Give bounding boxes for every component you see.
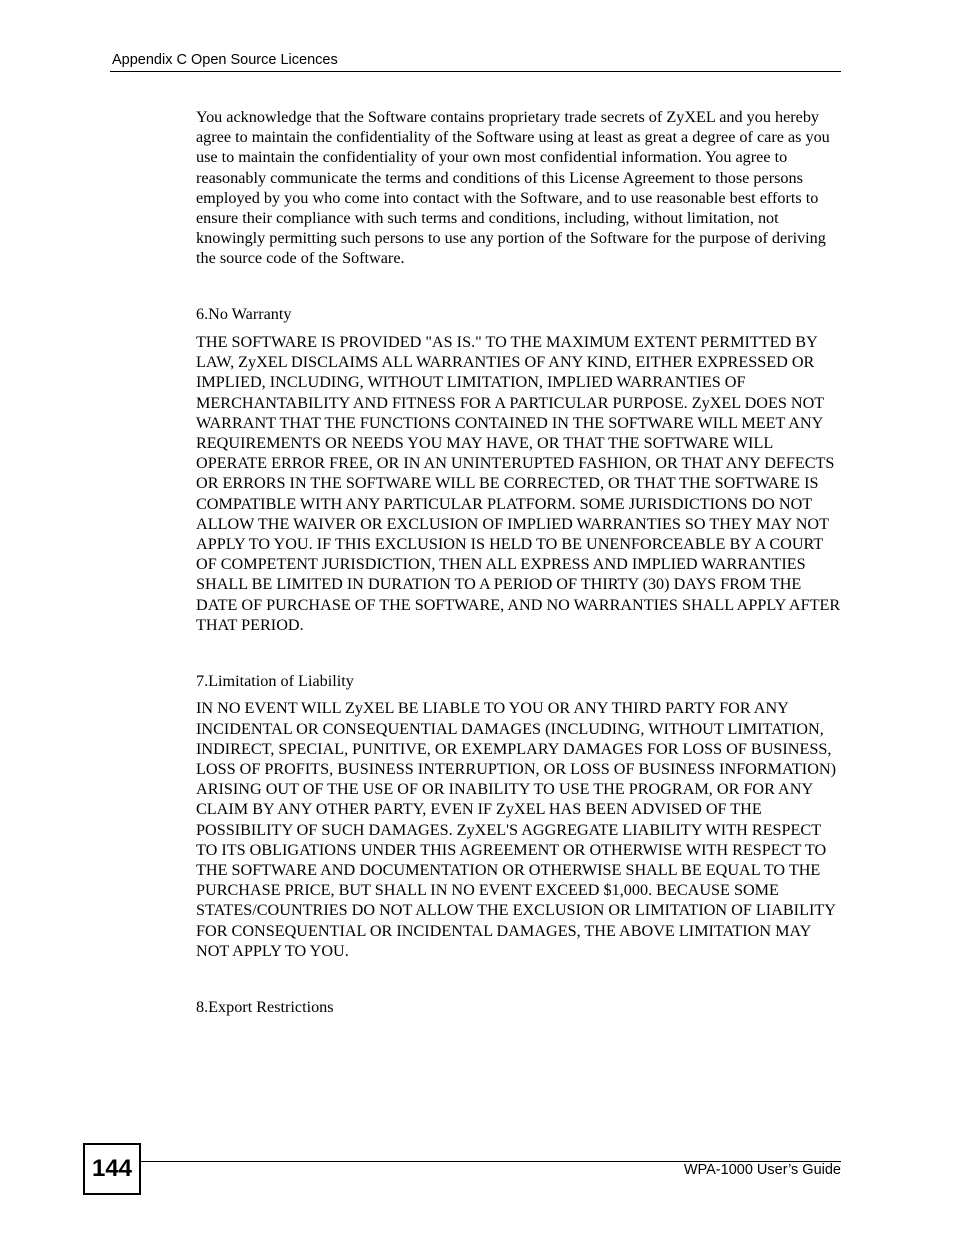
section-title-export-restrictions: 8.Export Restrictions [196,997,334,1016]
header-divider [110,71,841,72]
guide-title: WPA-1000 User’s Guide [683,1162,841,1178]
page-number: 144 [83,1143,141,1195]
running-header: Appendix C Open Source Licences [112,52,338,68]
document-body [196,107,844,1017]
section-title-limitation-of-liability: 7.Limitation of Liability [196,671,354,690]
section-text-limitation-of-liability: IN NO EVENT WILL ZyXEL BE LIABLE TO YOU OR ANY THIRD PARTY FOR ANY INCIDENTAL OR CONSEQUENTIAL DAMAGES (INCLUDING, WITHOUT LIMITATION, INDIRECT, SPECIAL, PUNITIVE, OR EXEMPLARY DAMAGES FOR LOSS OF BUSINESS, LOSS OF PROFITS, BUSINESS INTERRUPTION, OR LOSS OF BUSINESS INFORMATION) ARISING OUT OF THE USE OF OR INABILITY TO USE THE PROGRAM, OR FOR ANY CLAIM BY ANY OTHER PARTY, EVEN IF ZyXEL HAS BEEN ADVISED OF THE POSSIBILITY OF SUCH DAMAGES. ZyXEL'S AGGREGATE LIABILITY WITH RESPECT TO ITS OBLIGATIONS UNDER THIS AGREEMENT OR OTHERWISE WITH RESPECT TO THE SOFTWARE AND DOCUMENTATION OR OTHERWISE SHALL BE EQUAL TO THE PURCHASE PRICE, BUT SHALL IN NO EVENT EXCEED $1,000. BECAUSE SOME STATES/COUNTRIES DO NOT ALLOW THE EXCLUSION OR LIMITATION OF LIABILITY FOR CONSEQUENTIAL OR INCIDENTAL DAMAGES, THE ABOVE LIMITATION MAY NOT APPLY TO YOU. [196,699,836,960]
intro-paragraph: You acknowledge that the Software contains proprietary trade secrets of ZyXEL and you hereby agree to maintain the confidentiality of the Software using at least as great a degree of care as you use to maintain the confidentiality of your own most confidential information. You agree to reasonably communicate the terms and conditions of this License Agreement to those persons employed by you who come into contact with the Software, and to use reasonable best efforts to ensure their compliance with such terms and conditions, including, without limitation, not knowingly permitting such persons to use any portion of the Software for the purpose of deriving the source code of the Software. [196,108,830,268]
section-title-no-warranty: 6.No Warranty [196,305,292,324]
section-text-no-warranty: THE SOFTWARE IS PROVIDED "AS IS." TO THE MAXIMUM EXTENT PERMITTED BY LAW, ZyXEL DISCLAIMS ALL WARRANTIES OF ANY KIND, EITHER EXPRESSED OR IMPLIED, INCLUDING, WITHOUT LIMITATION, IMPLIED WARRANTIES OF MERCHANTABILITY AND FITNESS FOR A PARTICULAR PURPOSE. ZyXEL DOES NOT WARRANT THAT THE FUNCTIONS CONTAINED IN THE SOFTWARE WILL MEET ANY REQUIREMENTS OR NEEDS YOU MAY HAVE, OR THAT THE SOFTWARE WILL OPERATE ERROR FREE, OR IN AN UNINTERUPTED FASHION, OR THAT ANY DEFECTS OR ERRORS IN THE SOFTWARE WILL BE CORRECTED, OR THAT THE SOFTWARE IS COMPATIBLE WITH ANY PARTICULAR PLATFORM. SOME JURISDICTIONS DO NOT ALLOW THE WAIVER OR EXCLUSION OF IMPLIED WARRANTIES SO THEY MAY NOT APPLY TO YOU. IF THIS EXCLUSION IS HELD TO BE UNENFORCEABLE BY A COURT OF COMPETENT JURISDICTION, THEN ALL EXPRESS AND IMPLIED WARRANTIES SHALL BE LIMITED IN DURATION TO A PERIOD OF THIRTY (30) DAYS FROM THE DATE OF PURCHASE OF THE SOFTWARE, AND NO WARRANTIES SHALL APPLY AFTER THAT PERIOD. [196,333,841,634]
